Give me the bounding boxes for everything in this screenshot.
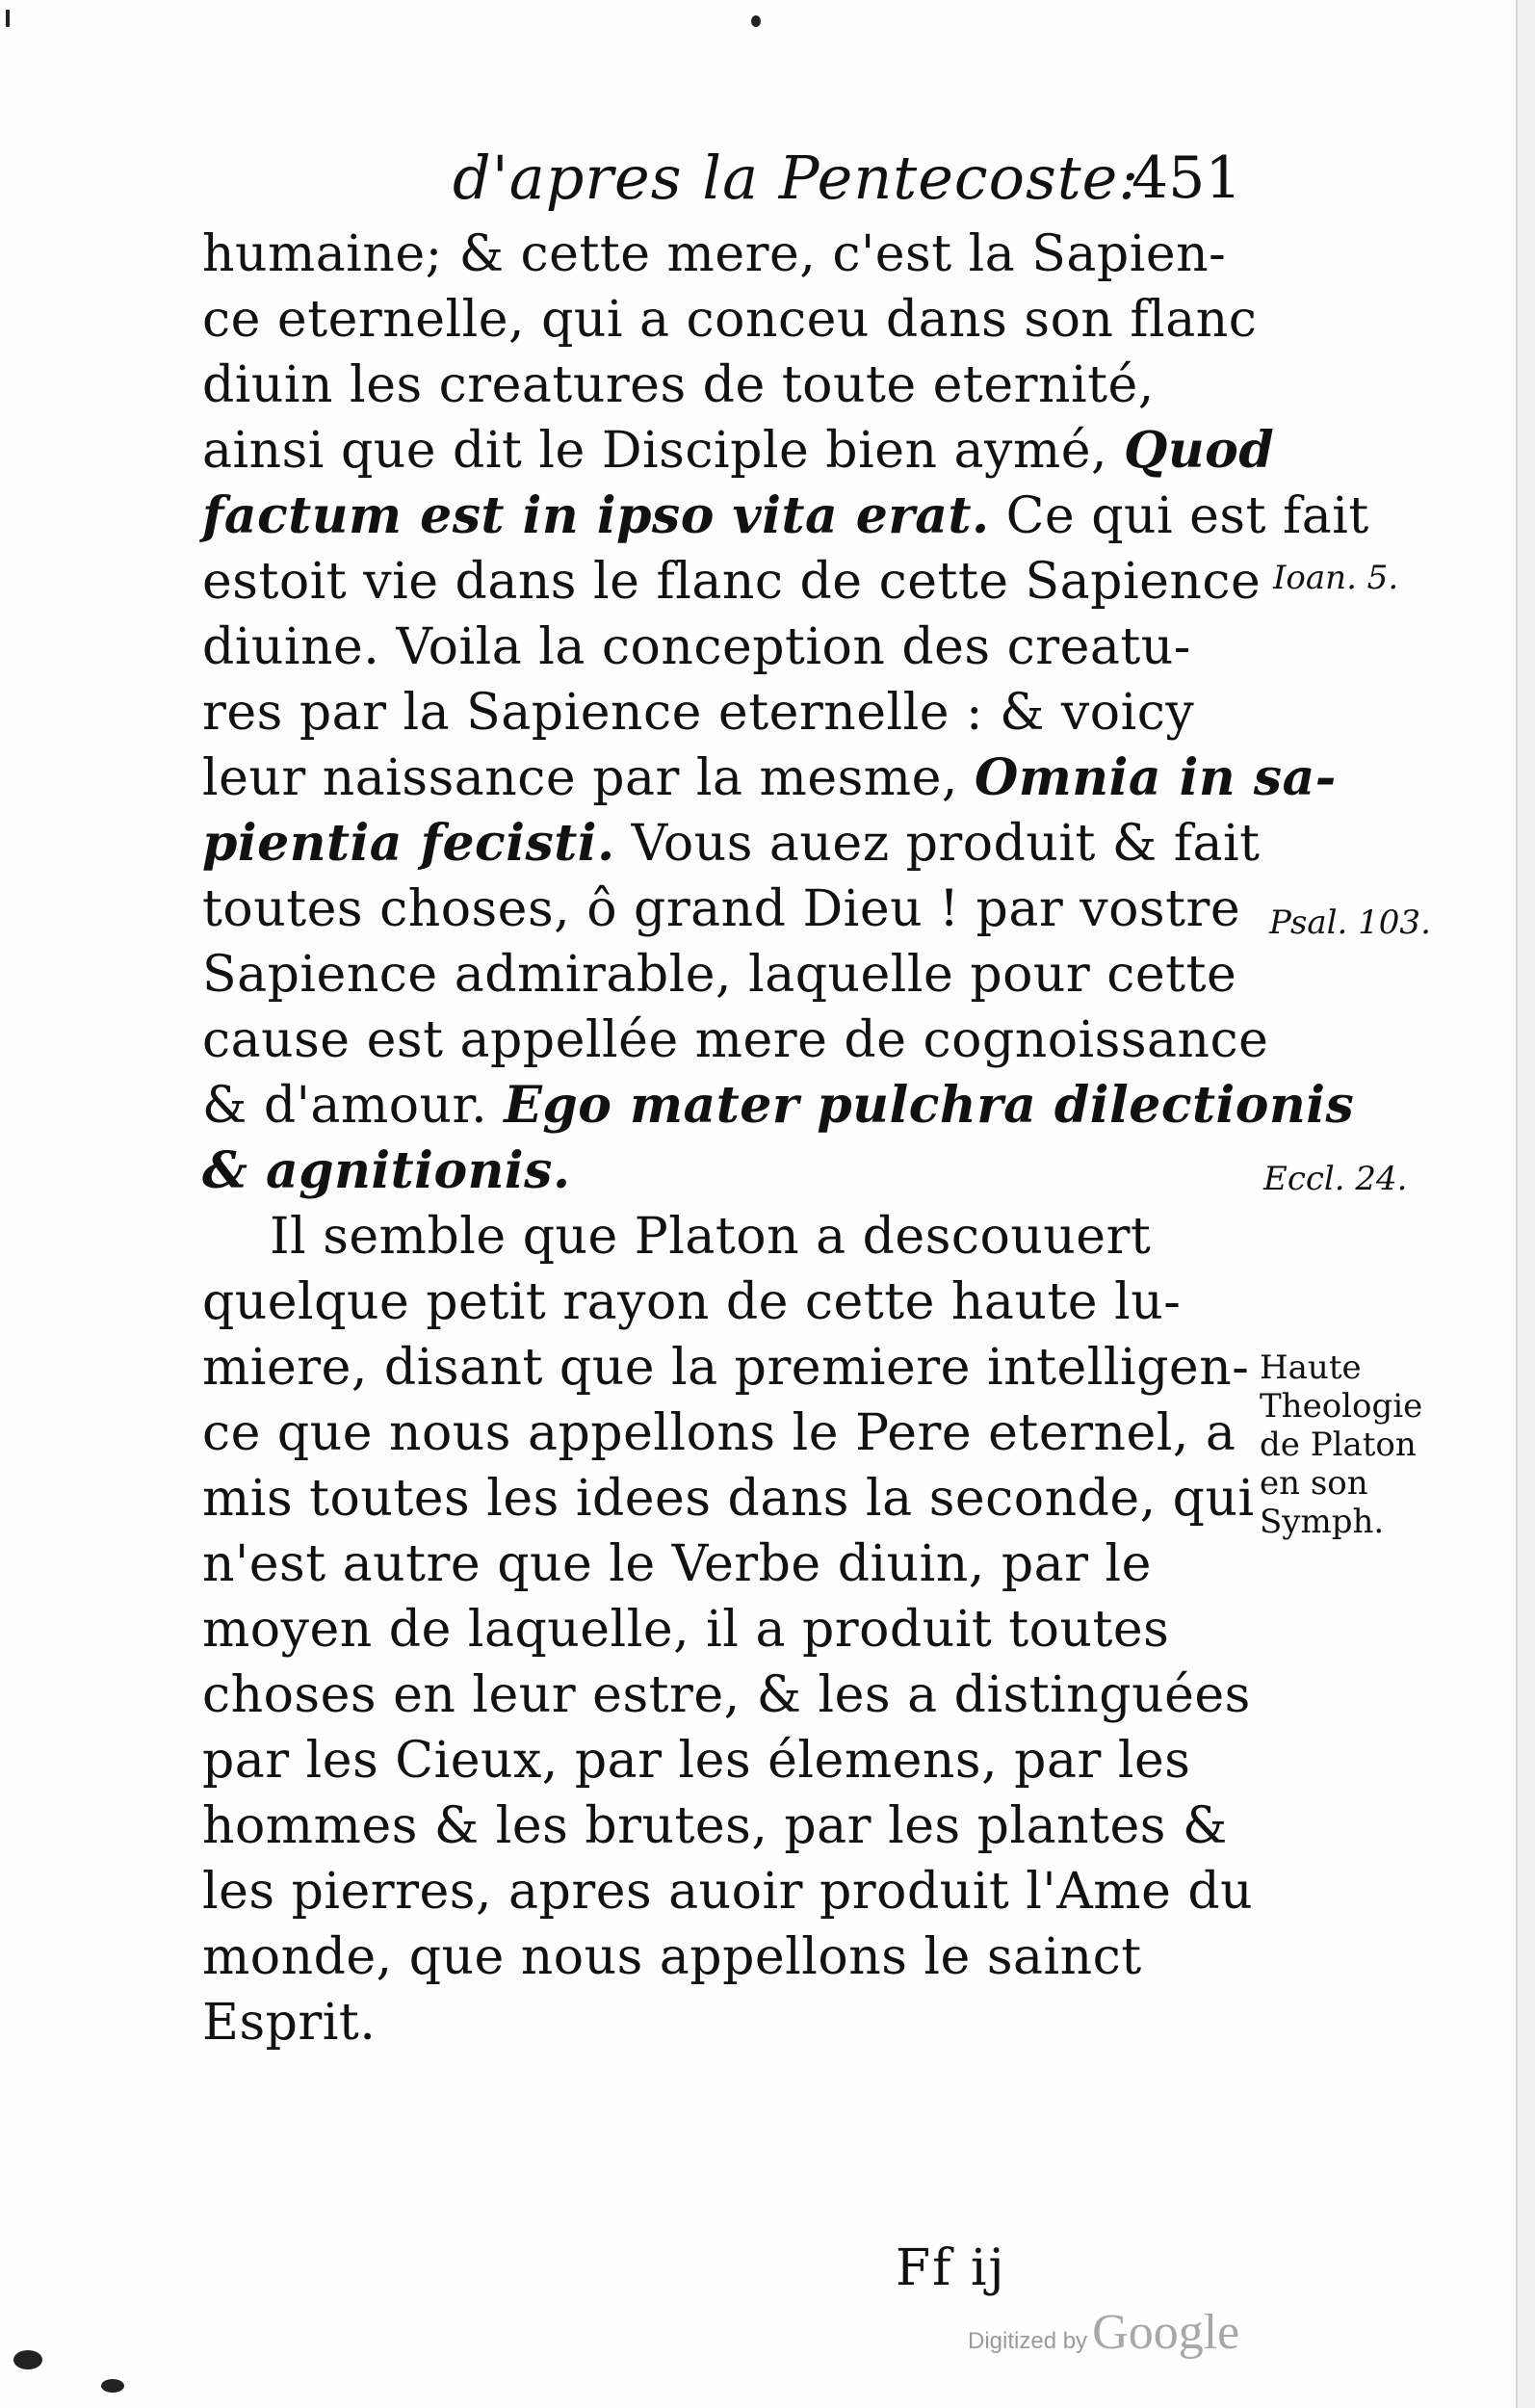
- text-line: miere, disant que la premiere intelligen-: [202, 1339, 1250, 1397]
- ink-speck: [13, 2350, 42, 2369]
- page-edge: [1516, 0, 1535, 2408]
- margin-note-theology: [1260, 1348, 1422, 1541]
- text-line: Il semble que Platon a descouuert: [270, 1208, 1152, 1266]
- ink-speck: [6, 10, 10, 27]
- text-line: ce eternelle, qui a conceu dans son flanc: [202, 291, 1258, 349]
- text-fragment: ainsi que dit le Disciple bien aymé,: [202, 422, 1108, 480]
- digitized-watermark: [968, 2304, 1239, 2361]
- latin-quote: pientia fecisti.: [202, 814, 615, 873]
- text-line: diuine. Voila la conception des creatu-: [202, 618, 1191, 676]
- text-fragment: leur naissance par la mesme,: [202, 749, 958, 807]
- margin-note-line: Symph.: [1260, 1503, 1385, 1541]
- text-line: mis toutes les idees dans la seconde, qui: [202, 1470, 1255, 1528]
- text-line: [202, 1139, 1252, 1204]
- latin-quote: Ego mater pulchra dilectionis: [504, 1076, 1355, 1135]
- google-logo: Google: [1092, 2305, 1240, 2360]
- ink-speck: [751, 15, 761, 27]
- text-line: les pierres, apres auoir produit l'Ame du: [202, 1863, 1254, 1921]
- text-line: [202, 1073, 1355, 1139]
- text-line: res par la Sapience eternelle : & voicy: [202, 684, 1195, 742]
- text-line: ce que nous appellons le Pere eternel, a: [202, 1404, 1236, 1462]
- page-number: 451: [1132, 144, 1242, 212]
- latin-quote: Quod: [1124, 421, 1275, 480]
- margin-note-psal: Psal. 103.: [1269, 903, 1431, 942]
- text-line: hommes & les brutes, par les plantes &: [202, 1797, 1228, 1855]
- margin-note-line: Haute: [1260, 1348, 1362, 1387]
- text-line: [202, 811, 1261, 877]
- text-line: Esprit.: [202, 1994, 377, 2052]
- digitized-label: Digitized by: [968, 2328, 1088, 2354]
- margin-note-ioan: Ioan. 5.: [1273, 559, 1399, 597]
- margin-note-line: en son: [1260, 1464, 1368, 1503]
- text-line: estoit vie dans le flanc de cette Sapience: [202, 553, 1262, 611]
- signature-mark: Ff ij: [896, 2239, 1006, 2297]
- text-line: [202, 484, 1369, 549]
- text-line: cause est appellée mere de cognoissance: [202, 1011, 1269, 1069]
- text-line: choses en leur estre, & les a distinguées: [202, 1666, 1251, 1724]
- latin-quote: factum est in ipso vita erat.: [202, 486, 990, 545]
- margin-note-eccl: Eccl. 24.: [1263, 1160, 1408, 1198]
- text-line: toutes choses, ô grand Dieu ! par vostre: [202, 880, 1241, 938]
- text-line: monde, que nous appellons le sainct: [202, 1928, 1142, 1986]
- text-line: diuin les creatures de toute eternité,: [202, 356, 1155, 414]
- margin-note-line: Theologie: [1260, 1387, 1423, 1426]
- text-line: Sapience admirable, laquelle pour cette: [202, 946, 1237, 1004]
- text-line: humaine; & cette mere, c'est la Sapien-: [202, 225, 1227, 283]
- ink-speck: [101, 2379, 124, 2393]
- margin-note-line: de Platon: [1260, 1426, 1417, 1464]
- text-fragment: & d'amour.: [202, 1077, 488, 1135]
- latin-quote: & agnitionis.: [202, 1141, 571, 1200]
- text-fragment: Vous auez produit & fait: [631, 815, 1261, 873]
- text-fragment: Ce qui est fait: [1005, 487, 1369, 545]
- running-title: d'apres la Pentecoste:: [453, 143, 1140, 213]
- text-line: n'est autre que le Verbe diuin, par le: [202, 1535, 1152, 1593]
- text-line: [202, 418, 1275, 484]
- text-line: quelque petit rayon de cette haute lu-: [202, 1273, 1182, 1331]
- latin-quote: Omnia in sa-: [974, 748, 1337, 807]
- text-line: moyen de laquelle, il a produit toutes: [202, 1601, 1170, 1659]
- text-line: par les Cieux, par les élemens, par les: [202, 1732, 1191, 1790]
- text-line: [202, 746, 1337, 811]
